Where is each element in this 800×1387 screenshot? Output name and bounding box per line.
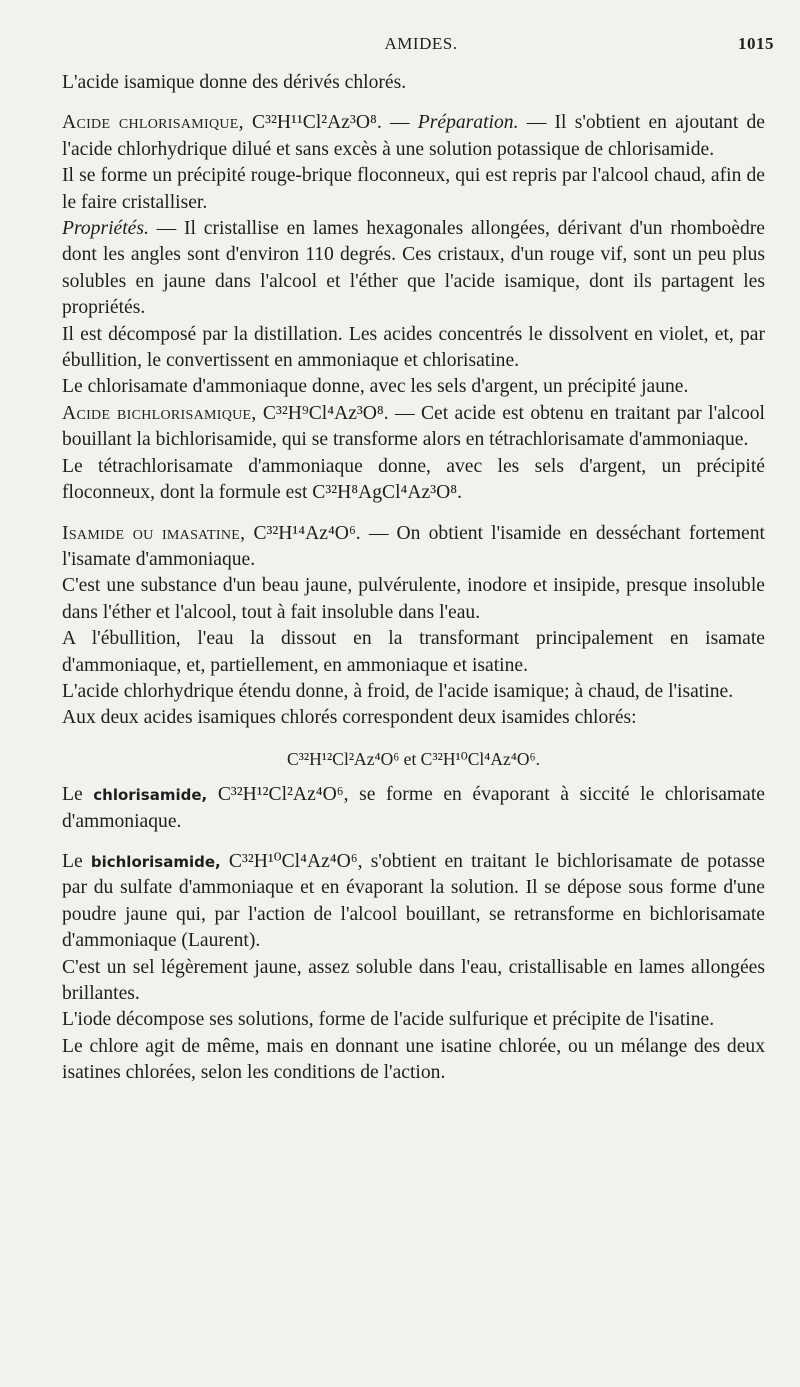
formula: C³²H¹⁴Az⁴O⁶. [253, 522, 361, 544]
paragraph-text: C³²H¹²Cl²Az⁴O⁶, se forme en évaporant à siccité le chlorisamate d'ammoniaque. [62, 784, 765, 832]
lead-text: Le [62, 784, 94, 806]
paragraph: L'acide chlorhydrique étendu donne, à froid, de l'acide isamique; à chaud, de l'isatine. [62, 680, 734, 702]
compound-name: Isamide ou imasatine, [62, 522, 246, 544]
paragraph-text: — Il s'obtient en ajoutant de l'acide chlorhydrique dilué et sans excès à une solution potassique de chlorisamide. [62, 112, 766, 160]
lead-text: Le [62, 850, 91, 872]
compound-name: Acide bichlorisamique, [62, 402, 257, 424]
paragraph: Il est décomposé par la distillation. Les acides concentrés le dissolvent en violet, et, par ébullition, le convertissent en ammoniaque et chlorisatine. [62, 323, 765, 372]
compound-name: Acide chlorisamique, [62, 112, 244, 134]
running-header [62, 34, 780, 58]
paragraph-text: — On obtient l'isamide en desséchant fortement l'isamate d'ammoniaque. [62, 522, 765, 570]
paragraph-bichlorisamic-acid [62, 401, 765, 454]
section-label: Préparation. [417, 112, 519, 134]
paragraph-text: C³²H¹⁰Cl⁴Az⁴O⁶, s'obtient en traitant le bichlorisamate de potasse par du sulfate d'ammoniaque et en évaporant la solution. Il se dépose sous forme d'une poudre jaune qui, par l'action de l'alcool bouillant, se retransforme en bichlorisamate d'ammoniaque (Laurent). [62, 850, 765, 952]
paragraph: A l'ébullition, l'eau la dissout en la transformant principalement en isamate d'ammoniaque, et, partiellement, en ammoniaque et isatine. [62, 628, 765, 676]
formula: C³²H⁹Cl⁴Az³O⁸. [262, 402, 389, 424]
page-body [62, 70, 765, 1087]
paragraph: Il se forme un précipité rouge-brique floconneux, qui est repris par l'alcool chaud, afin de le faire cristalliser. [62, 165, 765, 213]
paragraph: Aux deux acides isamiques chlorés correspondent deux isamides chlorés: [62, 707, 637, 729]
paragraph: C'est un sel légèrement jaune, assez soluble dans l'eau, cristallisable en lames allongées brillantes. [62, 956, 765, 1004]
dash: — [381, 112, 418, 134]
paragraph: Le tétrachlorisamate d'ammoniaque donne, avec les sels d'argent, un précipité floconneux, dont la formule est C³²H⁸AgCl⁴Az³O⁸. [62, 455, 765, 504]
paragraph: Le chlore agit de même, mais en donnant une isatine chlorée, ou un mélange des deux isatines chlorées, selon les conditions de l'action. [62, 1035, 765, 1084]
paragraph-chlorisamic-acid [62, 110, 765, 163]
paragraph: L'iode décompose ses solutions, forme de l'acide sulfurique et précipite de l'isatine. [62, 1009, 715, 1031]
paragraph-properties [62, 216, 765, 322]
paragraph: C'est une substance d'un beau jaune, pulvérulente, inodore et insipide, presque insoluble dans l'éther et l'alcool, tout à fait insoluble dans l'eau. [62, 575, 765, 623]
page-number: 1015 [738, 34, 774, 53]
formula: C³²H¹¹Cl²Az³O⁸. [252, 112, 382, 134]
paragraph: Le chlorisamate d'ammoniaque donne, avec les sels d'argent, un précipité jaune. [62, 376, 689, 398]
paragraph-text: — Il cristallise en lames hexagonales allongées, dérivant d'un rhomboèdre dont les angles sont d'environ 110 degrés. Ces cristaux, d'un rouge vif, sont un peu plus solubles en jaune dans l'alcool et l'éther que l'acide isamique, dont ils partagent les propriétés. [62, 218, 765, 319]
paragraph: L'acide isamique donne des dérivés chlorés. [62, 72, 407, 93]
section-label: Propriétés. [62, 218, 149, 240]
paragraph-text: — Cet acide est obtenu en traitant par l'alcool bouillant la bichlorisamide, qui se transforme alors en tétrachlorisamate d'ammoniaque. [62, 402, 765, 451]
paragraph-isamide [62, 521, 765, 574]
compound-name: chlorisamide, [93, 786, 208, 805]
paragraph-chlorisamide [62, 782, 765, 835]
compound-name: bichlorisamide, [90, 852, 221, 871]
paragraph-bichlorisamide [62, 849, 765, 955]
running-title: AMIDES. [384, 34, 458, 53]
formula-line: C³²H¹²Cl²Az⁴O⁶ et C³²H¹⁰Cl⁴Az⁴O⁶. [286, 748, 541, 769]
